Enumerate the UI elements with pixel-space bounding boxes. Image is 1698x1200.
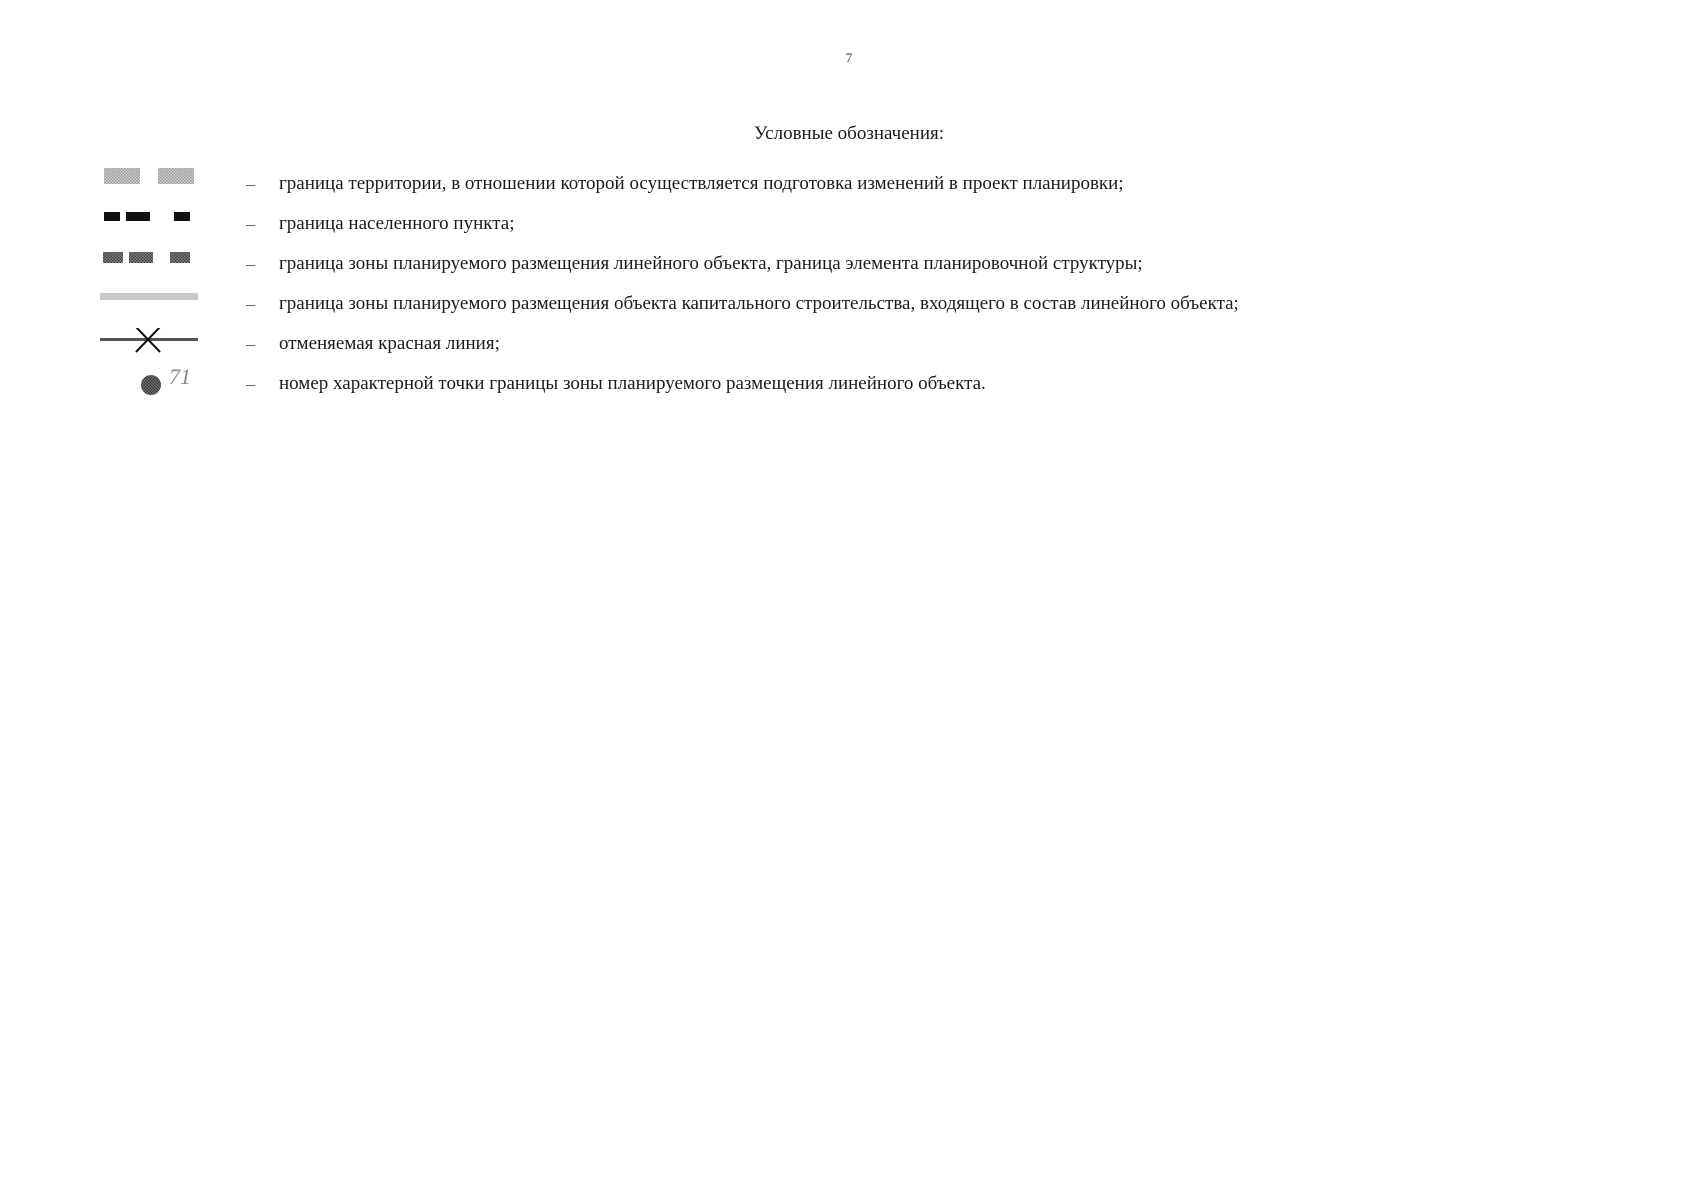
legend-title: Условные обозначения: (753, 123, 945, 144)
legend-dash: – (246, 374, 255, 394)
legend-dash: – (246, 334, 255, 354)
legend-item (100, 168, 1600, 208)
point-number-label: 71 (169, 368, 191, 389)
legend-text: отменяемая красная линия; (279, 333, 500, 354)
black-dashed-line-icon (100, 208, 210, 248)
legend-dash: – (246, 174, 255, 194)
numbered-point-icon (100, 368, 210, 408)
legend-dash: – (246, 294, 255, 314)
crossed-line-icon (100, 328, 210, 368)
legend-text: номер характерной точки границы зоны планируемого размещения линейного объекта. (279, 373, 986, 394)
light-gray-solid-line-icon (100, 288, 210, 328)
legend-dash: – (246, 254, 255, 274)
legend-item (100, 208, 1600, 248)
legend-text: граница населенного пункта; (279, 213, 515, 234)
page-number: 7 (845, 50, 853, 65)
legend-item (100, 288, 1600, 328)
legend-text: граница зоны планируемого размещения линейного объекта, граница элемента планировочной структуры; (279, 253, 1143, 274)
legend-dash: – (246, 214, 255, 234)
legend-text: граница зоны планируемого размещения объекта капитального строительства, входящего в состав линейного объекта; (279, 293, 1239, 314)
dark-gray-dashed-line-icon (100, 248, 210, 288)
legend-item (100, 328, 1600, 368)
hatched-gray-dashed-line-icon (100, 168, 210, 208)
legend-text: граница территории, в отношении которой осуществляется подготовка изменений в проект планировки; (279, 173, 1124, 194)
legend-item (100, 368, 1600, 408)
legend (100, 168, 1600, 408)
legend-item (100, 248, 1600, 288)
